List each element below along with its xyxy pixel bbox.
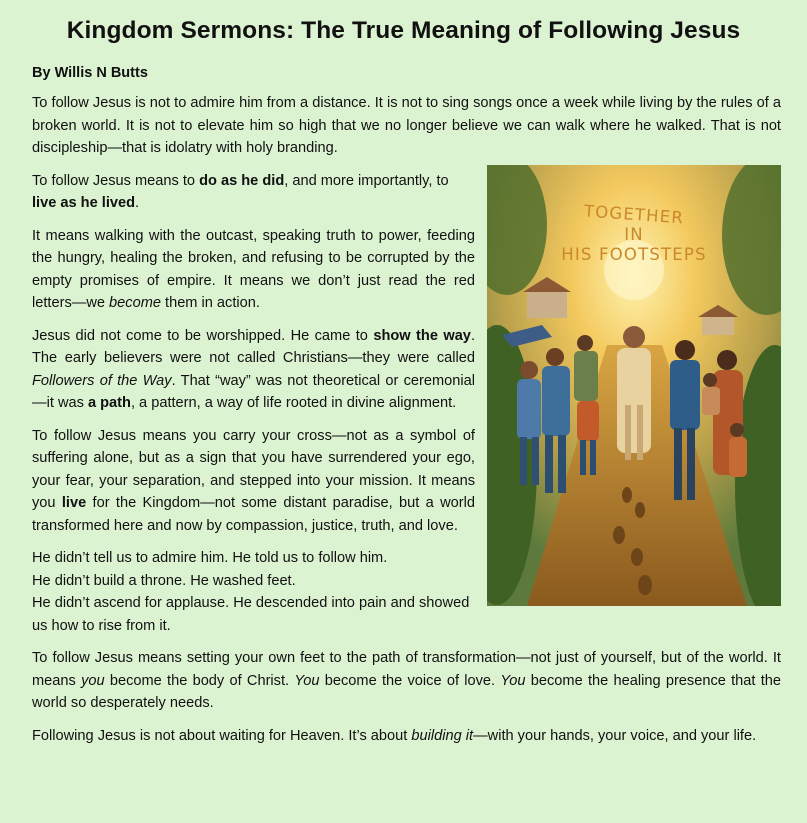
byline: By Willis N Butts: [32, 65, 148, 81]
emphasis-show-the-way: show the way: [373, 327, 471, 344]
text-run: for the Kingdom—not some distant paradise, but a world transformed here and now by compassion, justice, truth, and love.: [32, 495, 475, 534]
article-title: Kingdom Sermons: The True Meaning of Following Jesus: [66, 17, 741, 44]
emphasis-do-as-he-did: do as he did: [199, 172, 285, 189]
emphasis-live-as-he-lived: live as he lived: [32, 195, 136, 211]
text-run: become the voice of love.: [319, 672, 501, 689]
text-run: become the healing presence that the world so desperately needs.: [32, 672, 782, 711]
emphasis-followers-of-the-way: Followers of the Way: [32, 372, 172, 389]
illustration-lettering-line-2: IN: [624, 224, 644, 244]
text-run: To follow Jesus means to: [32, 172, 200, 189]
text-run: To follow Jesus means setting your own feet to the path of transformation—not just of yourself, but of the world. It means: [32, 650, 781, 689]
text-run: —with your hands, your voice, and your life.: [473, 727, 757, 744]
emphasis-live: live: [61, 495, 87, 511]
text-run: them in action.: [160, 295, 260, 311]
emphasis-become: become: [109, 295, 161, 311]
text-run: . That “way” was not theoretical or ceremonial—it was: [32, 372, 475, 411]
text-run: Following Jesus is not about waiting for Heaven. It’s about: [32, 727, 412, 744]
text-run: It means walking with the outcast, speaking truth to power, feeding the hungry, healing the broken, and refusing to be corrupted by the empty promises of empire. It means we don’t just read the red letters—we: [32, 227, 475, 311]
line-ascend: He didn’t ascend for applause. He descended into pain and showed us how to rise from it.: [32, 595, 470, 634]
illustration-image: [487, 165, 781, 606]
text-run: .: [135, 195, 140, 211]
text-run: , a pattern, a way of life rooted in divine alignment.: [130, 395, 457, 411]
paragraph-building-heaven: [32, 725, 781, 748]
line-throne: He didn’t build a throne. He washed feet.: [32, 572, 296, 589]
emphasis-you: You: [294, 672, 320, 689]
line-admire: He didn’t tell us to admire him. He told us to follow him.: [32, 550, 388, 566]
text-run: . The early believers were not called Christians—they were called: [32, 327, 475, 366]
emphasis-a-path: a path: [87, 395, 131, 411]
emphasis-you: You: [500, 672, 526, 689]
emphasis-you: you: [81, 672, 105, 689]
text-run: To follow Jesus means you carry your cross—not as a symbol of suffering alone, but as a sign that you have surrendered your ego, your fear, your separation, and stepped into your mission. It means you: [32, 427, 475, 511]
paragraph-setting-your-feet: [32, 647, 781, 715]
emphasis-building-it: building it: [411, 727, 474, 744]
text-run: become the body of Christ.: [104, 672, 295, 689]
paragraph-intro: To follow Jesus is not to admire him from a distance. It is not to sing songs once a week while living by the rules of a broken world. It is not to elevate him so high that we no longer believe we can walk where he walked. That is not discipleship—that is idolatry with holy branding.: [32, 95, 781, 156]
text-run: , and more importantly, to: [284, 172, 449, 189]
text-run: Jesus did not come to be worshipped. He came to: [32, 327, 374, 344]
illustration-lettering-line-1: TOGETHER: [583, 201, 685, 227]
illustration-lettering-line-3: HIS FOOTSTEPS: [561, 244, 707, 264]
